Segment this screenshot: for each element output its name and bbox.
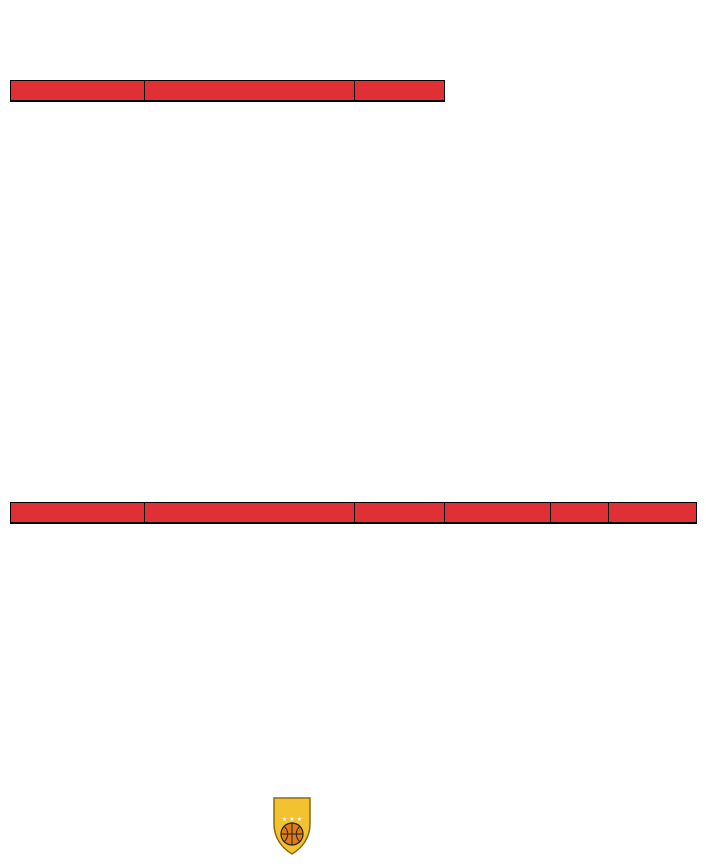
players-table: [10, 502, 697, 524]
header-prefecture: [355, 503, 445, 524]
staff-header-row: [11, 81, 445, 102]
header-name: [11, 503, 145, 524]
header-role: [145, 81, 355, 102]
japan-basketball-logo: [458, 100, 688, 440]
header-age: [551, 503, 609, 524]
jbf-fid-emblem: [268, 794, 316, 858]
header-name: [11, 81, 145, 102]
header-prefecture: [355, 81, 445, 102]
header-position: [445, 503, 551, 524]
staff-table: [10, 80, 445, 102]
header-height: [609, 503, 697, 524]
players-header-row: [11, 503, 697, 524]
header-team: [145, 503, 355, 524]
svg-text:★ ★ ★: ★ ★ ★: [282, 816, 302, 823]
